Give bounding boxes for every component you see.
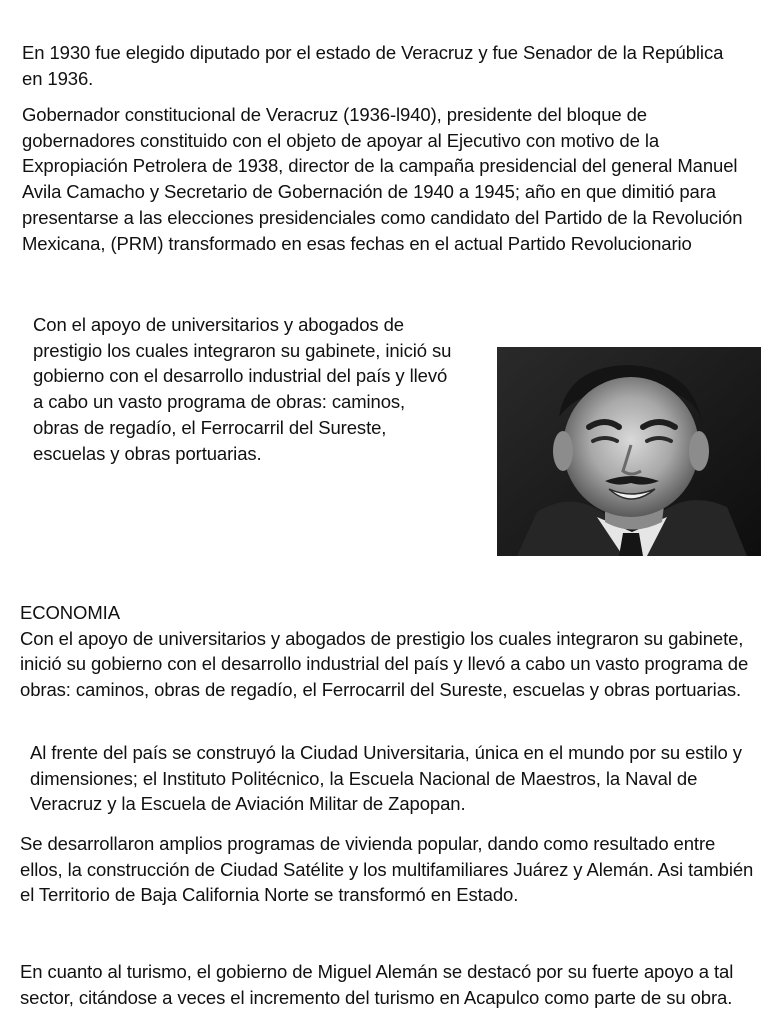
paragraph-governor: Gobernador constitucional de Veracruz (1936-l940), presidente del bloque de gobernadores constituido con el objeto de apoyar al Ejecutivo con motivo de la Expropiación Petrolera de 1938, director de la campaña presidencial del general Manuel Avila Camacho y Secretario de Gobernación de 1940 a 1945; año en que dimitió para presentarse a las elecciones presidenciales como candidato del Partido de la Revolución Mexicana, (PRM) transformado en esas fechas en el actual Partido Revolucionario — [22, 104, 743, 254]
paragraph-government-start: Con el apoyo de universitarios y abogados de prestigio los cuales integraron su gabinete, inició su gobierno con el desarrollo industrial del país y llevó a cabo un vasto programa de obras: caminos, obras de regadío, el Ferrocarril del Sureste, escuelas y obras portuarias. — [33, 314, 452, 464]
portrait-photo-icon — [497, 347, 761, 556]
paragraph-vivienda: Se desarrollaron amplios programas de vivienda popular, dando como resultado entre ellos, la construcción de Ciudad Satélite y los multifamiliares Juárez y Alemán. Asi también el Territorio de Baja California Norte se transformó en Estado. — [20, 833, 754, 906]
portrait-photo — [497, 347, 761, 556]
paragraph-turismo: En cuanto al turismo, el gobierno de Miguel Alemán se destacó por su fuerte apoyo a tal sector, citándose a veces el incremento del turismo en Acapulco como parte de su obra. — [20, 961, 734, 1008]
paragraph-economia: Con el apoyo de universitarios y abogados de prestigio los cuales integraron su gabinete, inició su gobierno con el desarrollo industrial del país y llevó a cabo un vasto programa de obras: caminos, obras de regadío, el Ferrocarril del Sureste, escuelas y obras portuarias. — [20, 627, 749, 701]
paragraph-senator: En 1930 fue elegido diputado por el estado de Veracruz y fue Senador de la República en 1936. — [22, 42, 724, 89]
paragraph-ciudad-universitaria: Al frente del país se construyó la Ciudad Universitaria, única en el mundo por su estilo y dimensiones; el Instituto Politécnico, la Escuela Nacional de Maestros, la Naval de Veracruz y la Escuela de Aviación Militar de Zapopan. — [30, 742, 742, 815]
economia-section — [20, 600, 760, 703]
economia-heading: ECONOMIA — [20, 602, 120, 623]
